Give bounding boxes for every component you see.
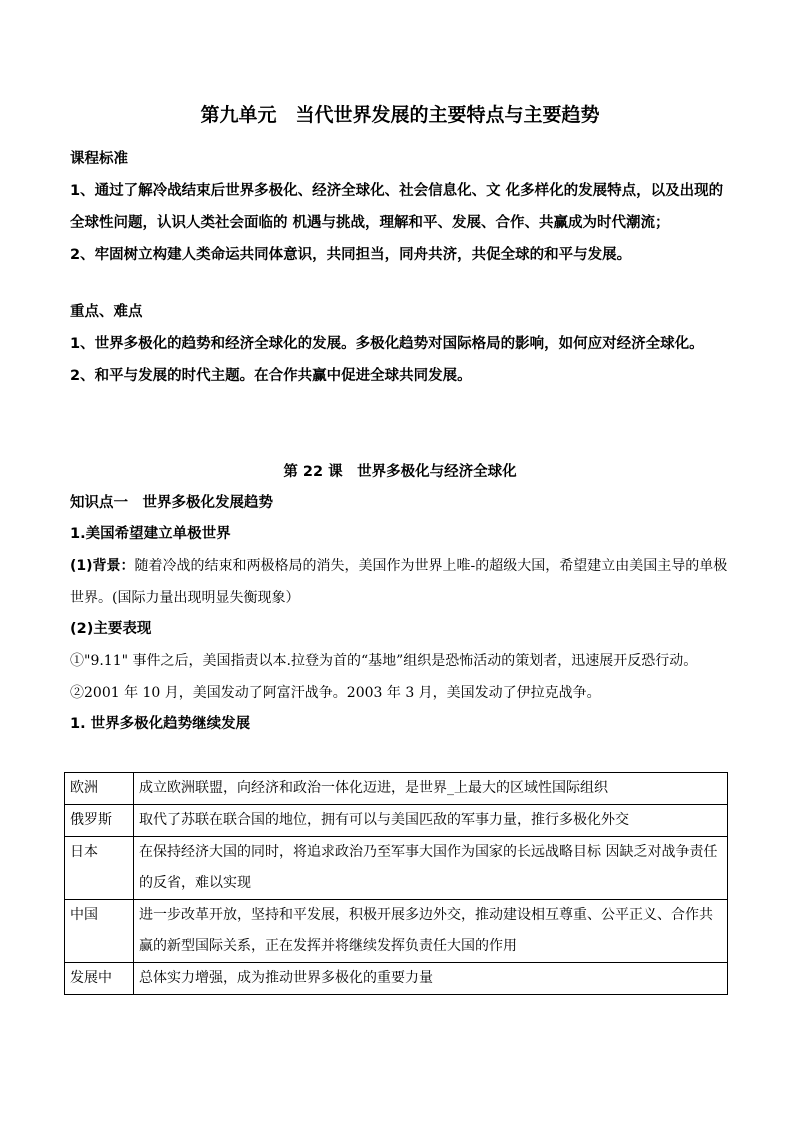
manifest-item-2: ②2001 年 10 月，美国发动了阿富汗战争。2003 年 3 月，美国发动了伊拉克战争。 (70, 685, 601, 701)
lesson-title: 第 22 课 世界多极化与经济全球化 (283, 464, 517, 480)
unit-title: 第九单元 当代世界发展的主要特点与主要趋势 (200, 104, 600, 126)
section2-heading: 1. 世界多极化趋势继续发展 (70, 716, 251, 732)
key-points-heading: 重点、难点 (70, 304, 143, 320)
description-cell: 成立欧洲联盟，向经济和政治一体化迈进，是世界_上最大的区域性国际组织 (134, 773, 728, 805)
course-standards-section (70, 144, 730, 271)
description-cell: 在保持经济大国的同时，将追求政治乃至军事大国作为国家的长远战略目标 因缺乏对战争责任的反省，难以实现 (134, 837, 728, 900)
table-row (65, 805, 728, 837)
background-paragraph (70, 550, 730, 614)
manifest-item-1: ①"9.11" 事件之后，美国指责以本.拉登为首的“基地”组织是恐怖活动的策划者，迅速展开反恐行动。 (70, 653, 698, 669)
standards-item-2: 2、牢固树立构建人类命运共同体意识，共同担当，同舟共济，共促全球的和平与发展。 (70, 247, 632, 263)
table-row (65, 837, 728, 900)
region-cell: 日本 (65, 837, 134, 900)
knowledge-point-section (70, 488, 730, 740)
region-cell: 中国 (65, 900, 134, 963)
table-row (65, 900, 728, 963)
standards-item-1: 1、通过了解冷战结束后世界多极化、经济全球化、社会信息化、文 化多样化的发展特点，以及出现的全球性问题，认识人类社会面临的 机遇与挑战，理解和平、发展、合作、共赢成为时代潮流； (70, 183, 724, 231)
description-cell: 取代了苏联在联合国的地位，拥有可以与美国匹敌的军事力量，推行多极化外交 (134, 805, 728, 837)
region-cell: 发展中 (65, 963, 134, 995)
key-points-item-1: 1、世界多极化的趋势和经济全球化的发展。多极化趋势对国际格局的影响，如何应对经济全球化。 (70, 336, 704, 352)
key-points-item-2: 2、和平与发展的时代主题。在合作共赢中促进全球共同发展。 (70, 368, 472, 384)
description-cell: 总体实力增强，成为推动世界多极化的重要力量 (134, 963, 728, 995)
region-cell: 俄罗斯 (65, 805, 134, 837)
multipolarity-table (64, 772, 728, 995)
background-label: (1)背景： (70, 558, 135, 574)
key-points-section (70, 297, 730, 392)
knowledge-point-heading: 知识点一 世界多极化发展趋势 (70, 495, 273, 511)
manifest-heading: (2)主要表现 (70, 621, 152, 637)
course-standards-heading: 课程标准 (70, 151, 128, 167)
section1-heading: 1.美国希望建立单极世界 (70, 526, 231, 542)
background-text: 随着冷战的结束和两极格局的消失，美国作为世界上唯-的超级大国，希望建立由美国主导的单极世界。(国际力量出现明显失衡现象） (70, 558, 728, 606)
table-row (65, 773, 728, 805)
table-row (65, 963, 728, 995)
region-cell: 欧洲 (65, 773, 134, 805)
description-cell: 进一步改革开放，坚持和平发展，积极开展多边外交，推动建设相互尊重、公平正义、合作共赢的新型国际关系，正在发挥并将继续发挥负责任大国的作用 (134, 900, 728, 963)
